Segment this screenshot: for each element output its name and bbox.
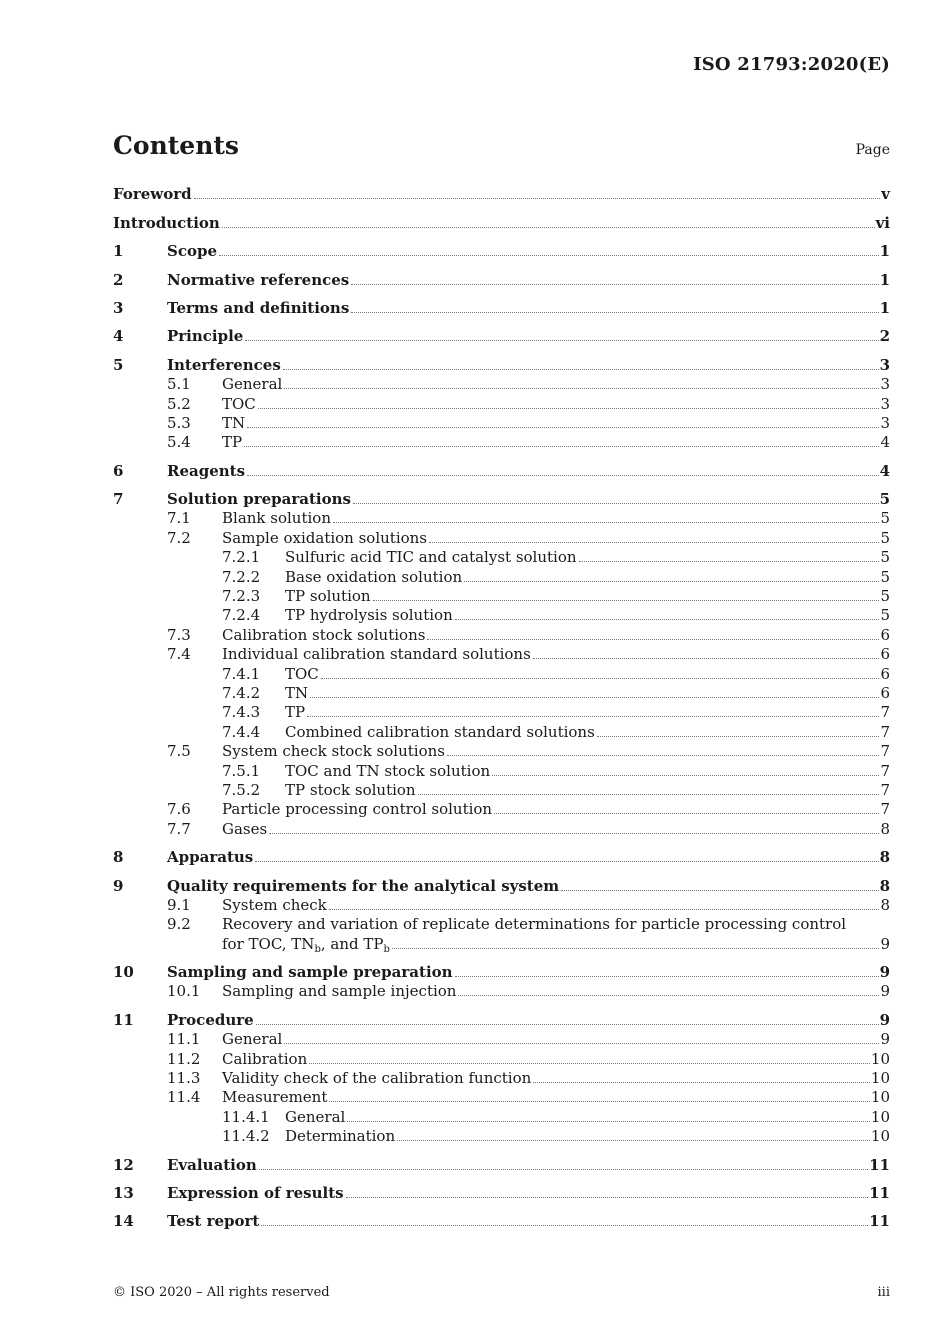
toc-entry-page: 5 xyxy=(880,509,890,528)
toc-entry[interactable] xyxy=(113,876,890,895)
toc-entry-number: 7.4.3 xyxy=(222,703,261,722)
toc-entry-page: 7 xyxy=(880,742,890,761)
toc-entry-title: Apparatus xyxy=(167,848,254,867)
toc-entry-title: Calibration xyxy=(222,1049,308,1068)
dot-leader xyxy=(427,639,879,640)
dot-leader xyxy=(329,909,880,910)
toc-entry-page: 5 xyxy=(880,567,890,586)
toc-entry-number: 9 xyxy=(113,876,124,895)
toc-entry-page: 9 xyxy=(880,1030,890,1049)
toc-entry-page: 7 xyxy=(880,703,890,722)
toc-entry-number: 7.7 xyxy=(167,819,191,838)
toc-entry-number: 7.4.1 xyxy=(222,664,261,683)
toc-entry-title: Scope xyxy=(167,242,218,261)
toc-entry-number: 5.1 xyxy=(167,375,191,394)
toc-entry[interactable] xyxy=(113,1212,890,1231)
toc-entry[interactable] xyxy=(113,1155,890,1174)
toc-entry-page: 6 xyxy=(880,625,890,644)
toc-entry-page: 9 xyxy=(879,963,890,982)
dot-leader xyxy=(397,1140,870,1141)
toc-entry[interactable] xyxy=(113,1127,890,1146)
toc-entry-number: 5.4 xyxy=(167,433,191,452)
dot-leader xyxy=(494,813,879,814)
toc-entry-title: Measurement xyxy=(222,1088,328,1107)
toc-entry[interactable] xyxy=(113,1030,890,1049)
toc-entry-number: 13 xyxy=(113,1183,134,1202)
toc-entry[interactable] xyxy=(113,742,890,761)
dot-leader xyxy=(284,1043,879,1044)
toc-entry-page: 5 xyxy=(880,587,890,606)
toc-entry-page: 11 xyxy=(869,1212,890,1231)
toc-entry-title: Sampling and sample injection xyxy=(222,982,457,1001)
toc-entry-page: 10 xyxy=(870,1049,890,1068)
toc-entry-title: System check xyxy=(222,895,327,914)
toc-entry-title: Sampling and sample preparation xyxy=(167,963,453,982)
document-id: ISO 21793:2020(E) xyxy=(693,54,890,75)
toc-entry-number: 4 xyxy=(113,327,124,346)
toc-entry[interactable] xyxy=(113,528,890,547)
toc-entry-number: 7 xyxy=(113,490,124,509)
dot-leader xyxy=(351,284,878,285)
toc-entry[interactable] xyxy=(113,270,890,289)
dot-leader xyxy=(533,658,880,659)
toc-entry-title: Introduction xyxy=(113,213,220,232)
toc-entry-number: 5.2 xyxy=(167,394,191,413)
toc-entry[interactable] xyxy=(113,548,890,567)
toc-entry[interactable] xyxy=(113,982,890,1001)
toc-entry-page: 7 xyxy=(880,800,890,819)
toc-entry[interactable] xyxy=(113,781,890,800)
toc-entry[interactable] xyxy=(113,414,890,433)
toc-entry[interactable] xyxy=(113,896,890,915)
toc-entry[interactable] xyxy=(113,394,890,413)
toc-entry-page: 7 xyxy=(880,722,890,741)
toc-entry-page: 9 xyxy=(880,982,890,1001)
toc-entry-number: 5.3 xyxy=(167,413,191,432)
toc-entry-title: Solution preparations xyxy=(167,490,351,509)
toc-entry-title: Normative references xyxy=(167,270,350,289)
dot-leader xyxy=(353,503,879,504)
toc-entry-number: 9.2 xyxy=(167,915,191,934)
toc-entry-number: 11 xyxy=(113,1010,134,1029)
toc-entry-page: 10 xyxy=(870,1107,890,1126)
dot-leader xyxy=(333,522,879,523)
toc-entry-title: General xyxy=(222,1030,283,1049)
toc-entry[interactable] xyxy=(113,761,890,780)
toc-entry[interactable] xyxy=(113,1010,890,1029)
toc-entry-page: 5 xyxy=(880,528,890,547)
dot-leader xyxy=(256,1024,879,1025)
toc-entry[interactable] xyxy=(113,587,890,606)
toc-entry[interactable] xyxy=(113,213,890,232)
dot-leader xyxy=(373,600,880,601)
toc-entry-number: 7.4.4 xyxy=(222,722,261,741)
dot-leader xyxy=(347,1121,870,1122)
toc-entry-title: Procedure xyxy=(167,1010,254,1029)
toc-entry-page: 5 xyxy=(879,490,890,509)
toc-entry-page: 5 xyxy=(880,606,890,625)
dot-leader xyxy=(245,340,878,341)
dot-leader xyxy=(194,198,881,199)
toc-entry-page: v xyxy=(881,185,890,204)
toc-entry-title: Combined calibration standard solutions xyxy=(285,722,595,741)
toc-entry-title: TP xyxy=(222,433,243,452)
toc-entry-page: 9 xyxy=(879,1010,890,1029)
toc-entry-continuation[interactable] xyxy=(113,934,890,953)
dot-leader xyxy=(247,427,879,428)
toc-entry-title: Validity check of the calibration function xyxy=(222,1069,532,1088)
toc-entry-title: TP stock solution xyxy=(285,780,416,799)
toc-entry-title: Terms and definitions xyxy=(167,298,350,317)
dot-leader xyxy=(464,581,879,582)
toc-entry-page: 7 xyxy=(880,780,890,799)
toc-entry-title: Interferences xyxy=(167,355,281,374)
dot-leader xyxy=(309,1063,870,1064)
toc-entry-title: TP hydrolysis solution xyxy=(285,606,453,625)
toc-entry-title: Blank solution xyxy=(222,509,331,528)
toc-entry[interactable] xyxy=(113,645,890,664)
toc-entry-title: General xyxy=(222,375,283,394)
toc-entry-title: Recovery and variation of replicate determinations for particle processing control xyxy=(222,915,847,934)
toc-entry-page: 11 xyxy=(869,1183,890,1202)
contents-heading: Contents xyxy=(113,131,240,160)
toc-entry-title: TOC xyxy=(222,394,256,413)
toc-entry-title: Evaluation xyxy=(167,1155,257,1174)
dot-leader xyxy=(321,678,880,679)
toc-entry-page: 3 xyxy=(880,394,890,413)
toc-entry-number: 8 xyxy=(113,848,124,867)
toc-entry-number: 11.4.2 xyxy=(222,1127,270,1146)
dot-leader xyxy=(447,755,879,756)
toc-entry-title: Test report xyxy=(167,1212,260,1231)
toc-entry-title: Foreword xyxy=(113,185,192,204)
copyright-notice: © ISO 2020 – All rights reserved xyxy=(113,1285,330,1300)
toc-entry-title: Particle processing control solution xyxy=(222,800,493,819)
toc-entry-page: 5 xyxy=(880,548,890,567)
toc-entry[interactable] xyxy=(113,1049,890,1068)
toc-entry-number: 7.1 xyxy=(167,509,191,528)
toc-entry[interactable] xyxy=(113,185,890,204)
page-column-label: Page xyxy=(855,142,890,158)
dot-leader xyxy=(284,388,879,389)
toc-entry[interactable] xyxy=(113,625,890,644)
toc-entry-page: 3 xyxy=(880,375,890,394)
dot-leader xyxy=(579,561,880,562)
toc-entry-number: 14 xyxy=(113,1212,134,1231)
toc-entry[interactable] xyxy=(113,915,890,934)
toc-entry-page: 11 xyxy=(869,1155,890,1174)
toc-entry-number: 11.1 xyxy=(167,1030,201,1049)
toc-entry-number: 11.2 xyxy=(167,1049,201,1068)
toc-entry-page: 4 xyxy=(879,461,890,480)
toc-entry-title: General xyxy=(285,1107,346,1126)
title-part: , and TP xyxy=(320,934,384,953)
dot-leader xyxy=(255,861,878,862)
toc-entry[interactable] xyxy=(113,606,890,625)
toc-entry-page: 6 xyxy=(880,683,890,702)
toc-entry[interactable] xyxy=(113,327,890,346)
subscript: b xyxy=(314,943,321,955)
dot-leader xyxy=(351,312,878,313)
toc-entry[interactable] xyxy=(113,1069,890,1088)
toc-entry-number: 11.3 xyxy=(167,1069,201,1088)
toc-entry-title-continued xyxy=(222,935,390,954)
dot-leader xyxy=(269,833,879,834)
toc-entry-number: 7.2 xyxy=(167,528,191,547)
toc-entry-number: 10.1 xyxy=(167,982,201,1001)
toc-entry[interactable] xyxy=(113,242,890,261)
toc-entry[interactable] xyxy=(113,848,890,867)
dot-leader xyxy=(310,697,879,698)
dot-leader xyxy=(283,369,879,370)
toc-entry-page: 8 xyxy=(879,848,890,867)
toc-entry-number: 7.2.2 xyxy=(222,567,261,586)
toc-entry-title: TN xyxy=(285,683,309,702)
toc-entry[interactable] xyxy=(113,1184,890,1203)
toc-entry[interactable] xyxy=(113,299,890,318)
toc-entry[interactable] xyxy=(113,1088,890,1107)
toc-entry-number: 7.4 xyxy=(167,645,191,664)
toc-entry-number: 7.3 xyxy=(167,625,191,644)
table-of-contents xyxy=(113,185,890,1231)
dot-leader xyxy=(561,890,878,891)
toc-entry-title: Calibration stock solutions xyxy=(222,625,426,644)
toc-entry-title: Gases xyxy=(222,819,268,838)
toc-entry[interactable] xyxy=(113,355,890,374)
toc-entry[interactable] xyxy=(113,375,890,394)
dot-leader xyxy=(533,1082,870,1083)
toc-entry-title: Expression of results xyxy=(167,1183,344,1202)
toc-entry-page: 3 xyxy=(880,413,890,432)
toc-entry[interactable] xyxy=(113,722,890,741)
toc-entry-number: 7.6 xyxy=(167,800,191,819)
toc-entry-page: 3 xyxy=(879,355,890,374)
toc-entry[interactable] xyxy=(113,567,890,586)
dot-leader xyxy=(247,475,879,476)
toc-entry-page: 6 xyxy=(880,645,890,664)
toc-entry-title: TP solution xyxy=(285,587,371,606)
toc-entry-page: 6 xyxy=(880,664,890,683)
toc-entry-number: 10 xyxy=(113,963,134,982)
title-part: for TOC, TN xyxy=(222,934,315,953)
dot-leader xyxy=(455,619,880,620)
toc-entry-page: vi xyxy=(875,213,890,232)
toc-entry[interactable] xyxy=(113,1107,890,1126)
toc-entry-title: Individual calibration standard solutions xyxy=(222,645,531,664)
toc-entry-title: TN xyxy=(222,413,246,432)
dot-leader xyxy=(418,794,880,795)
toc-entry-number: 11.4.1 xyxy=(222,1107,270,1126)
toc-entry-page: 1 xyxy=(879,242,890,261)
toc-entry-number: 9.1 xyxy=(167,895,191,914)
dot-leader xyxy=(455,976,879,977)
dot-leader xyxy=(219,255,879,256)
toc-entry-page: 8 xyxy=(879,876,890,895)
dot-leader xyxy=(329,1101,870,1102)
toc-entry[interactable] xyxy=(113,509,890,528)
dot-leader xyxy=(492,775,879,776)
toc-entry-number: 12 xyxy=(113,1155,134,1174)
page-number: iii xyxy=(877,1285,890,1300)
toc-entry-number: 2 xyxy=(113,270,124,289)
toc-entry-title: System check stock solutions xyxy=(222,742,445,761)
toc-entry-number: 7.5.2 xyxy=(222,780,261,799)
toc-entry-title: Quality requirements for the analytical system xyxy=(167,876,560,895)
toc-entry-title: Sample oxidation solutions xyxy=(222,528,428,547)
toc-entry[interactable] xyxy=(113,433,890,452)
dot-leader xyxy=(222,227,875,228)
dot-leader xyxy=(429,542,879,543)
toc-entry[interactable] xyxy=(113,963,890,982)
toc-entry-page: 8 xyxy=(880,895,890,914)
toc-entry-page: 10 xyxy=(870,1069,890,1088)
toc-entry-page: 8 xyxy=(880,819,890,838)
dot-leader xyxy=(307,716,879,717)
toc-entry-page: 10 xyxy=(870,1088,890,1107)
toc-entry-number: 7.4.2 xyxy=(222,683,261,702)
toc-entry-number: 7.2.4 xyxy=(222,606,261,625)
toc-entry-title: Principle xyxy=(167,327,244,346)
toc-entry-page: 10 xyxy=(870,1127,890,1146)
toc-entry-number: 7.5 xyxy=(167,742,191,761)
toc-entry-title: Determination xyxy=(285,1127,396,1146)
toc-entry[interactable] xyxy=(113,703,890,722)
toc-entry-page: 9 xyxy=(880,934,890,953)
toc-entry[interactable] xyxy=(113,664,890,683)
dot-leader xyxy=(258,408,880,409)
toc-entry[interactable] xyxy=(113,461,890,480)
toc-entry-number: 7.2.3 xyxy=(222,587,261,606)
dot-leader xyxy=(261,1225,868,1226)
toc-entry-page: 4 xyxy=(880,433,890,452)
toc-entry-page: 2 xyxy=(879,327,890,346)
dot-leader xyxy=(392,948,880,949)
toc-entry-title: TOC and TN stock solution xyxy=(285,761,491,780)
toc-entry-number: 7.5.1 xyxy=(222,761,261,780)
toc-entry[interactable] xyxy=(113,490,890,509)
toc-entry-number: 7.2.1 xyxy=(222,548,261,567)
dot-leader xyxy=(244,446,879,447)
toc-entry-title: Reagents xyxy=(167,461,246,480)
toc-entry-title: TOC xyxy=(285,664,319,683)
toc-entry-page: 1 xyxy=(879,270,890,289)
dot-leader xyxy=(259,1169,868,1170)
toc-entry[interactable] xyxy=(113,800,890,819)
toc-entry-number: 3 xyxy=(113,298,124,317)
toc-entry-number: 5 xyxy=(113,355,124,374)
subscript: b xyxy=(383,943,390,955)
toc-entry[interactable] xyxy=(113,684,890,703)
dot-leader xyxy=(458,995,879,996)
dot-leader xyxy=(346,1197,869,1198)
toc-entry-number: 1 xyxy=(113,242,124,261)
toc-entry-number: 11.4 xyxy=(167,1088,201,1107)
dot-leader xyxy=(597,736,880,737)
toc-entry-title: Sulfuric acid TIC and catalyst solution xyxy=(285,548,577,567)
toc-entry-page: 1 xyxy=(879,298,890,317)
toc-entry-title: TP xyxy=(285,703,306,722)
toc-entry-number: 6 xyxy=(113,461,124,480)
toc-entry-page: 7 xyxy=(880,761,890,780)
toc-entry-title: Base oxidation solution xyxy=(285,567,463,586)
toc-entry[interactable] xyxy=(113,819,890,838)
